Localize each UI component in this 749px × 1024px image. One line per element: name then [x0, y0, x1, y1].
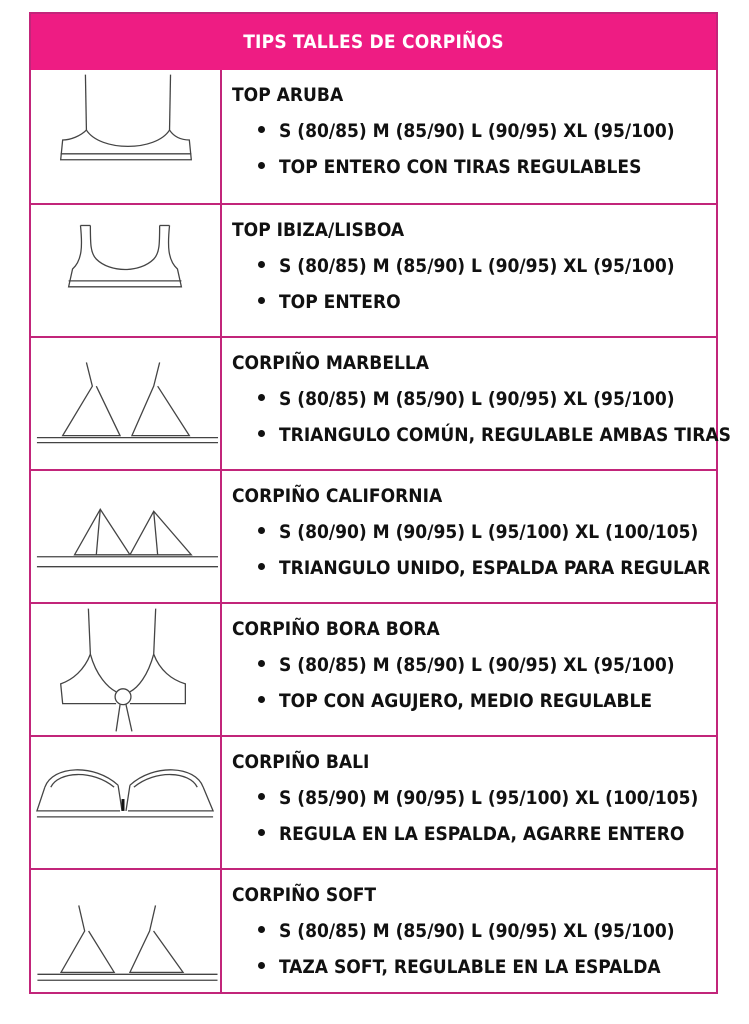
bullet-dot-icon	[258, 430, 265, 437]
item-title: CORPIÑO SOFT	[232, 884, 377, 906]
note-list-item: TOP CON AGUJERO, MEDIO REGULABLE	[258, 690, 652, 712]
item-title: CORPIÑO BALI	[232, 751, 370, 773]
table-row	[31, 336, 731, 469]
bandeau-bra-icon	[31, 737, 222, 868]
bullet-dot-icon	[258, 527, 265, 534]
bullet-dot-icon	[258, 660, 265, 667]
bullet-dot-icon	[258, 394, 265, 401]
table-row	[31, 602, 716, 735]
bullet-dot-icon	[258, 962, 265, 969]
note-list-item: TOP ENTERO	[258, 291, 401, 313]
size-list-item: S (85/90) M (90/95) L (95/100) XL (100/105)	[258, 787, 698, 809]
bralette-top-icon	[31, 70, 222, 203]
note-list-item: TOP ENTERO CON TIRAS REGULABLES	[258, 156, 641, 178]
item-title: CORPIÑO CALIFORNIA	[232, 485, 443, 507]
bullet-dot-icon	[258, 297, 265, 304]
size-list-item: S (80/85) M (85/90) L (90/95) XL (95/100)	[258, 388, 675, 410]
note-list-item: TRIANGULO UNIDO, ESPALDA PARA REGULAR	[258, 557, 710, 579]
note-list-item: TAZA SOFT, REGULABLE EN LA ESPALDA	[258, 956, 661, 978]
table-row	[31, 868, 716, 994]
bullet-dot-icon	[258, 793, 265, 800]
table-row	[31, 203, 716, 336]
bullet-dot-icon	[258, 162, 265, 169]
item-title: CORPIÑO BORA BORA	[232, 618, 440, 640]
item-title: TOP ARUBA	[232, 84, 344, 106]
bullet-dot-icon	[258, 126, 265, 133]
size-guide-table	[29, 12, 731, 994]
bullet-dot-icon	[258, 926, 265, 933]
keyhole-top-icon	[31, 604, 222, 735]
bullet-dot-icon	[258, 696, 265, 703]
size-list-item: S (80/85) M (85/90) L (90/95) XL (95/100)	[258, 120, 675, 142]
triangle-bra-icon	[31, 338, 222, 469]
size-list-item: S (80/90) M (90/95) L (95/100) XL (100/105)	[258, 521, 698, 543]
item-title: TOP IBIZA/LISBOA	[232, 219, 405, 241]
note-list-item: TRIANGULO COMÚN, REGULABLE AMBAS TIRAS	[258, 424, 731, 446]
bullet-dot-icon	[258, 261, 265, 268]
header-title: TIPS TALLES DE CORPIÑOS	[243, 31, 504, 53]
item-title: CORPIÑO MARBELLA	[232, 352, 430, 374]
table-row	[31, 70, 716, 203]
table-header	[31, 14, 716, 70]
size-list-item: S (80/85) M (85/90) L (90/95) XL (95/100)	[258, 654, 675, 676]
note-list-item: REGULA EN LA ESPALDA, AGARRE ENTERO	[258, 823, 684, 845]
table-row	[31, 735, 716, 868]
tank-top-icon	[31, 205, 222, 336]
bullet-dot-icon	[258, 563, 265, 570]
soft-triangle-bra-icon	[31, 870, 222, 994]
size-list-item: S (80/85) M (85/90) L (90/95) XL (95/100)	[258, 920, 675, 942]
bullet-dot-icon	[258, 829, 265, 836]
table-row	[31, 469, 716, 602]
size-list-item: S (80/85) M (85/90) L (90/95) XL (95/100)	[258, 255, 675, 277]
joined-triangle-bra-icon	[31, 471, 222, 602]
